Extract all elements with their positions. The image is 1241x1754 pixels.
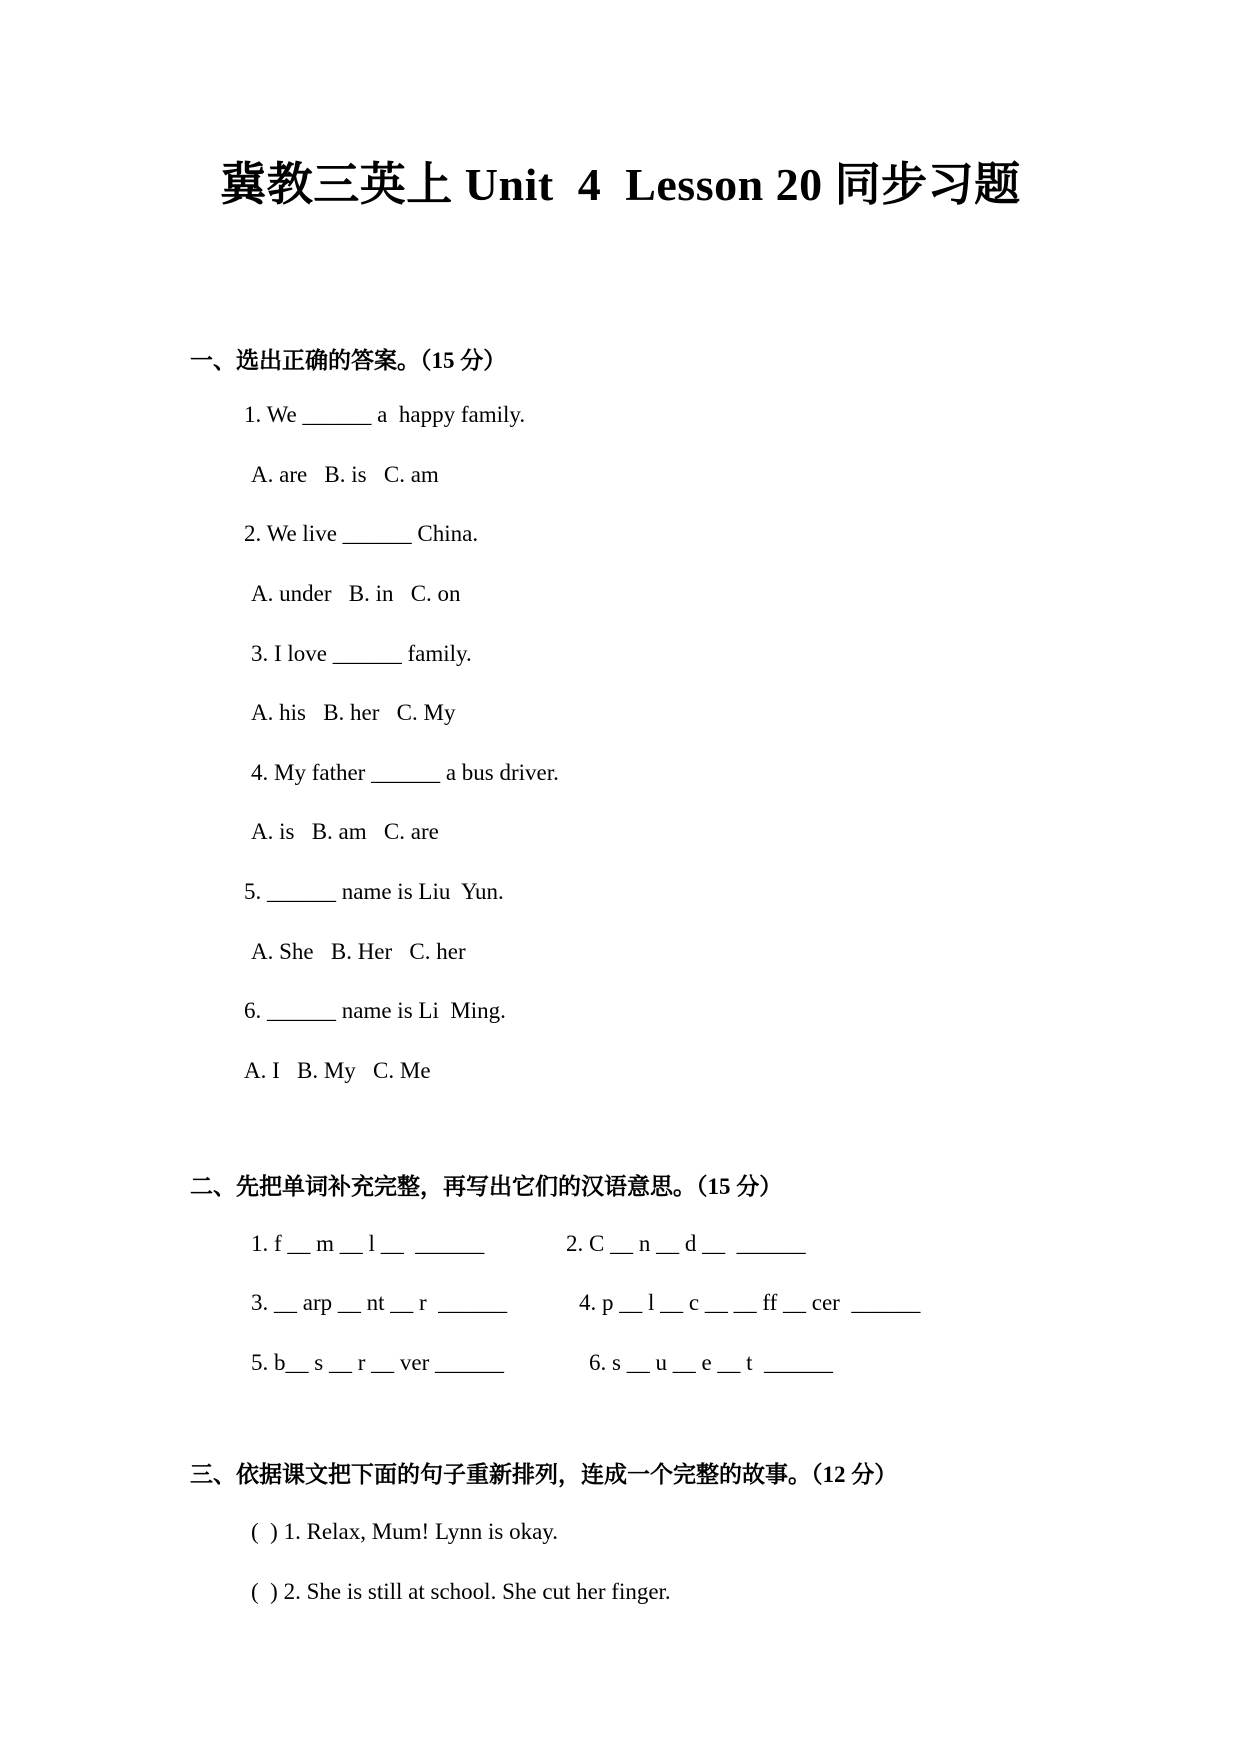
question-1: 1. We ______ a happy family. — [244, 402, 526, 427]
question-5-options: A. She B. Her C. her — [251, 939, 466, 964]
question-1-options: A. are B. is C. am — [251, 462, 439, 487]
section-1-heading: 一、选出正确的答案。（15 分） — [190, 348, 507, 373]
question-4-options: A. is B. am C. are — [251, 819, 439, 844]
word-item-5: 5. b__ s __ r __ ver ______ — [251, 1350, 504, 1375]
word-item-3: 3. __ arp __ nt __ r ______ — [251, 1290, 508, 1315]
story-sentence-1: ( ) 1. Relax, Mum! Lynn is okay. — [251, 1519, 559, 1544]
question-5: 5. ______ name is Liu Yun. — [244, 879, 504, 904]
question-3-options: A. his B. her C. My — [251, 700, 456, 725]
word-item-6: 6. s __ u __ e __ t ______ — [589, 1350, 834, 1375]
question-2: 2. We live ______ China. — [244, 521, 479, 546]
question-3: 3. I love ______ family. — [251, 641, 472, 666]
section-3-heading: 三、依据课文把下面的句子重新排列，连成一个完整的故事。（12 分） — [190, 1462, 898, 1487]
word-item-1: 1. f __ m __ l __ ______ — [251, 1231, 485, 1256]
story-sentence-2: ( ) 2. She is still at school. She cut her finger. — [251, 1579, 671, 1604]
question-6-options: A. I B. My C. Me — [244, 1058, 431, 1083]
page-title: 冀教三英上 Unit 4 Lesson 20 同步习题 — [220, 159, 1021, 210]
question-4: 4. My father ______ a bus driver. — [251, 760, 559, 785]
section-2-heading: 二、先把单词补充完整，再写出它们的汉语意思。（15 分） — [190, 1174, 783, 1199]
question-2-options: A. under B. in C. on — [251, 581, 461, 606]
question-6: 6. ______ name is Li Ming. — [244, 998, 506, 1023]
word-item-4: 4. p __ l __ c __ __ ff __ cer ______ — [579, 1290, 921, 1315]
word-item-2: 2. C __ n __ d __ ______ — [566, 1231, 806, 1256]
